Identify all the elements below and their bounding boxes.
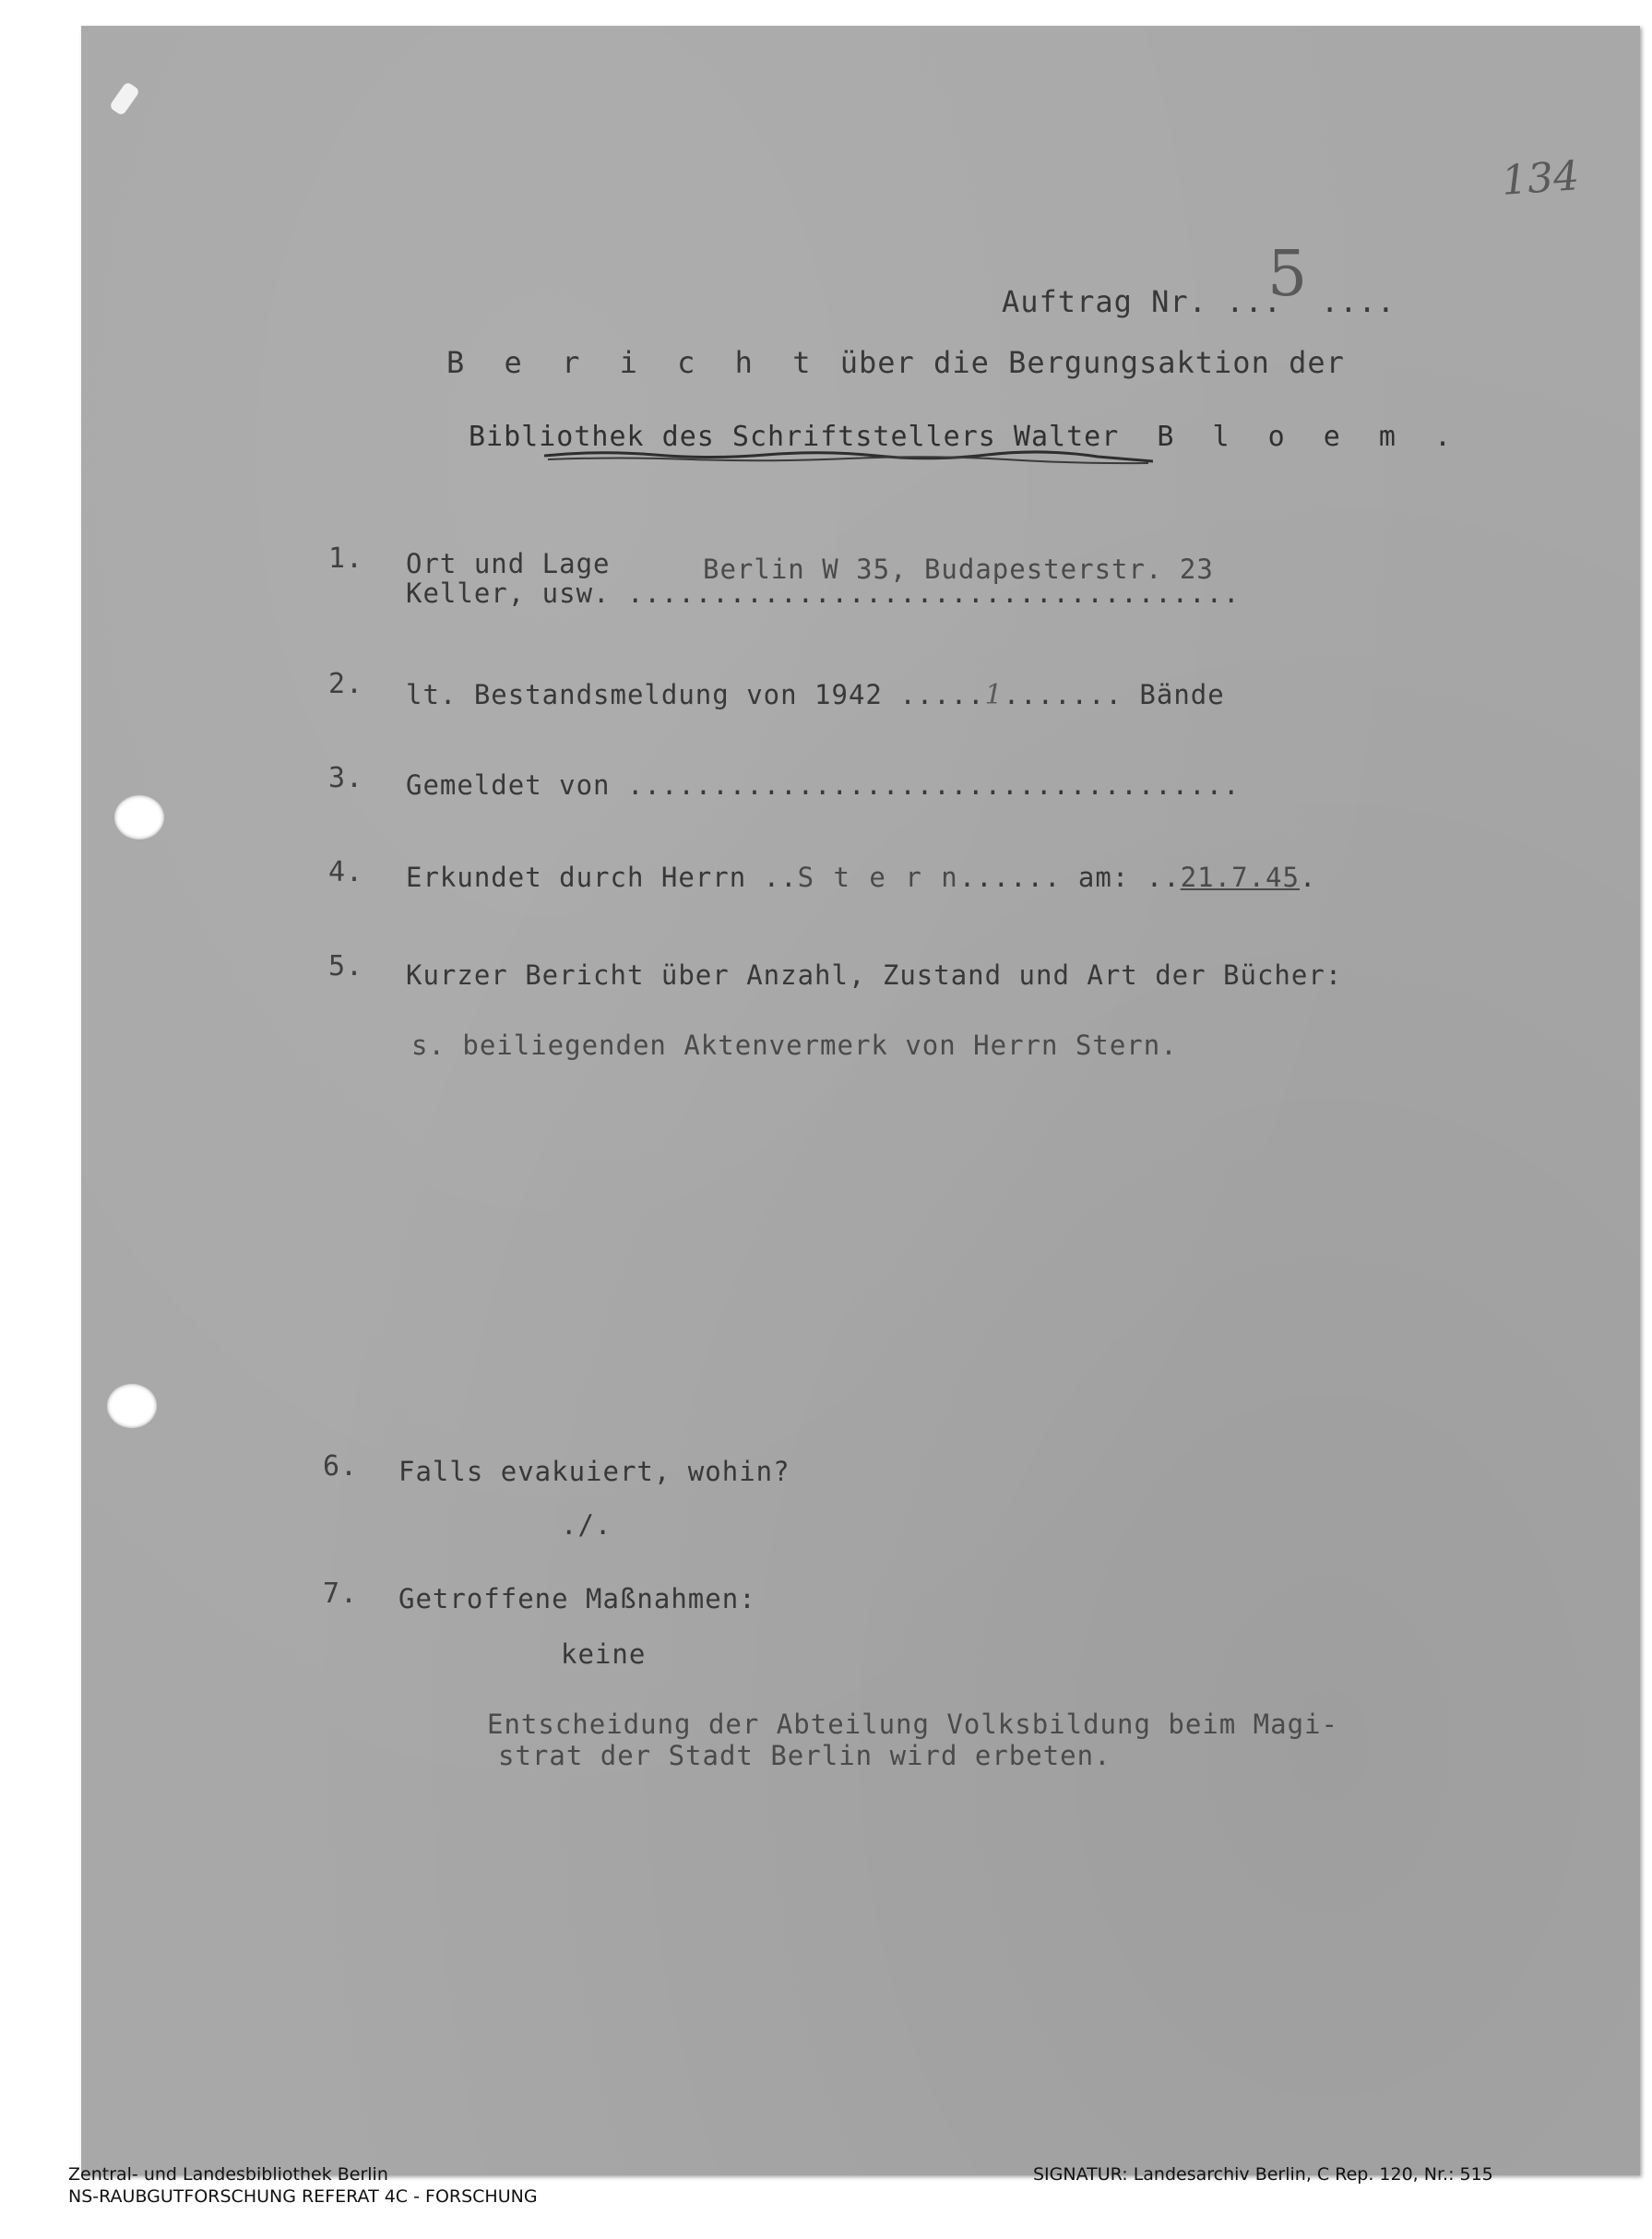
heading-bloem: B l o e m . [1157,421,1463,453]
footer-right-line-1: SIGNATUR: Landesarchiv Berlin, C Rep. 120, Nr.: 515 [1033,2164,1493,2185]
item-3-number: 3. [328,762,364,794]
item-1-value: Berlin W 35, Budapesterstr. 23 [703,554,1214,585]
item-1-label-2: Keller, usw. .................................... [406,578,1241,609]
heading-bericht: B e r i c h t [446,345,822,380]
item-2-handwritten: 1 [984,679,1004,711]
item-6-answer: ./. [561,1509,612,1541]
footer-left-line-1: Zentral- und Landesbibliothek Berlin [68,2164,388,2185]
item-2-label [406,679,1225,711]
item-1-label: Ort und Lage [406,548,611,579]
item-4-number: 4. [328,856,364,888]
order-label-text: Auftrag Nr. ... [1002,284,1282,319]
item-3-label: Gemeldet von .................................... [406,769,1241,801]
heading-library: Bibliothek des Schriftstellers Walter [469,421,1120,453]
item-4-middle: ...... am: .. [958,862,1181,893]
item-7-note-line-1: Entscheidung der Abteilung Volksbildung beim Magi- [487,1709,1338,1740]
footer-left-line-2: NS-RAUBGUTFORSCHUNG REFERAT 4C - FORSCHUNG [68,2186,538,2207]
item-7-note-line-2: strat der Stadt Berlin wird erbeten. [498,1740,1111,1771]
item-4-text: Erkundet durch Herrn .. [406,862,798,893]
item-4-name: S t e r n [797,862,959,893]
item-5-number: 5. [328,950,364,983]
item-1-number: 1. [328,542,364,575]
item-7-number: 7. [323,1578,359,1610]
item-2-number: 2. [328,668,364,700]
order-dots: .... [1321,284,1396,319]
item-7-label: Getroffene Maßnahmen: [398,1583,756,1614]
item-6-label: Falls evakuiert, wohin? [398,1456,790,1487]
folio-number: 134 [1500,152,1581,205]
item-2-text: lt. Bestandsmeldung von 1942 ..... [406,679,985,710]
item-4-label [406,862,1316,893]
item-4-end: . [1299,862,1317,893]
item-2-suffix: ....... Bände [1003,679,1225,710]
order-label [1002,284,1282,319]
heading-line-1 [446,345,1345,380]
item-5-label: Kurzer Bericht über Anzahl, Zustand und Art der Bücher: [406,959,1343,991]
item-5-body: s. beiliegenden Aktenvermerk von Herrn Stern. [411,1030,1178,1061]
item-6-number: 6. [323,1450,359,1483]
item-4-date: 21.7.45 [1180,862,1300,893]
item-7-answer: keine [561,1638,647,1670]
heading-rest: über die Bergungsaktion der [839,345,1345,380]
punch-hole-lower [107,1384,157,1428]
heading-underline [544,448,1153,467]
punch-hole-upper [114,795,164,840]
order-number: 5 [1267,238,1308,311]
